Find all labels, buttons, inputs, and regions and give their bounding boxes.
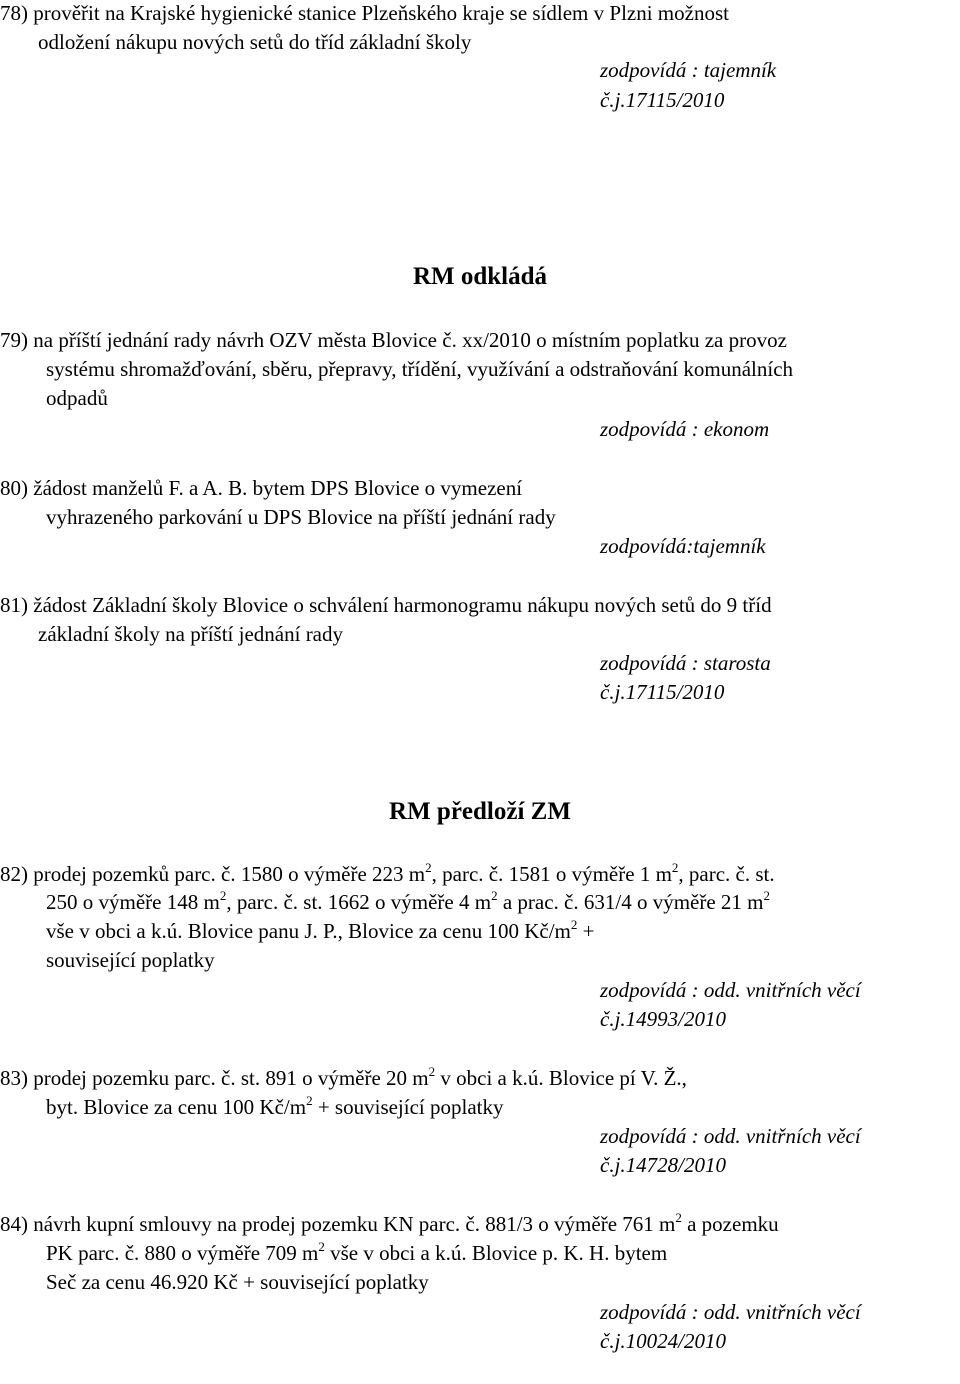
item-82-reference: č.j.14993/2010 xyxy=(600,1007,726,1031)
item-78-responsible: zodpovídá : tajemník xyxy=(600,58,777,82)
item-80-line1: 80) žádost manželů F. a A. B. bytem DPS Blovice o vymezení xyxy=(0,476,523,500)
item-82-line3: vše v obci a k.ú. Blovice panu J. P., Blovice za cenu 100 $Kč/m^2$ + xyxy=(46,917,595,943)
item-83-line2: byt. Blovice za cenu 100 $Kč/m^2$ + související poplatky xyxy=(46,1093,504,1119)
item-80-responsible: zodpovídá:tajemník xyxy=(600,534,766,558)
item-78-line2: odložení nákupu nových setů do tříd základní školy xyxy=(38,30,472,54)
item-79-line2: systému shromažďování, sběru, přepravy, třídění, využívání a odstraňování komunálních xyxy=(46,357,794,381)
item-79-line3: odpadů xyxy=(46,386,108,410)
item-83-responsible: zodpovídá : odd. vnitřních věcí xyxy=(600,1124,861,1148)
item-83-line1: 83) prodej pozemku parc. č. st. 891 o výměře 20 $m^2$ v obci a k.ú. Blovice pí V. Ž., xyxy=(0,1064,687,1090)
item-82-line4: související poplatky xyxy=(46,948,215,972)
item-78-reference: č.j.17115/2010 xyxy=(600,88,725,112)
item-81-responsible: zodpovídá : starosta xyxy=(600,651,771,675)
item-80-line2: vyhrazeného parkování u DPS Blovice na příští jednání rady xyxy=(46,505,556,529)
item-81-line2: základní školy na příští jednání rady xyxy=(38,622,344,646)
item-79-line1: 79) na příští jednání rady návrh OZV města Blovice č. xx/2010 o místním poplatku za provoz xyxy=(0,328,787,352)
section-heading-submits: RM předloží ZM xyxy=(389,798,571,825)
item-84-line2: PK parc. č. 880 o výměře 709 $m^2$ vše v obci a k.ú. Blovice p. K. H. bytem xyxy=(46,1239,668,1265)
item-82-line1: 82) prodej pozemků parc. č. 1580 o výměře 223 $m^2$, parc. č. 1581 o výměře 1 $m^2$, parc. č. st. xyxy=(0,860,775,886)
item-84-line3: Seč za cenu 46.920 Kč + související poplatky xyxy=(46,1270,429,1294)
item-84-responsible: zodpovídá : odd. vnitřních věcí xyxy=(600,1300,861,1324)
item-81-line1: 81) žádost Základní školy Blovice o schválení harmonogramu nákupu nových setů do 9 tříd xyxy=(0,593,772,617)
item-81-reference: č.j.17115/2010 xyxy=(600,680,725,704)
item-79-responsible: zodpovídá : ekonom xyxy=(600,417,770,441)
item-84-reference: č.j.10024/2010 xyxy=(600,1329,726,1353)
item-83-reference: č.j.14728/2010 xyxy=(600,1153,726,1177)
item-84-line1: 84) návrh kupní smlouvy na prodej pozemku KN parc. č. 881/3 o výměře 761 $m^2$ a pozemku xyxy=(0,1210,779,1236)
item-82-line2: 250 o výměře 148 $m^2$, parc. č. st. 1662 o výměře 4 $m^2$ a prac. č. 631/4 o výměře 21 $m^2$ xyxy=(46,888,771,914)
item-82-responsible: zodpovídá : odd. vnitřních věcí xyxy=(600,978,861,1002)
item-78-line1: 78) prověřit na Krajské hygienické stanice Plzeňského kraje se sídlem v Plzni možnost xyxy=(0,1,729,25)
section-heading-postpones: RM odkládá xyxy=(412,263,548,290)
